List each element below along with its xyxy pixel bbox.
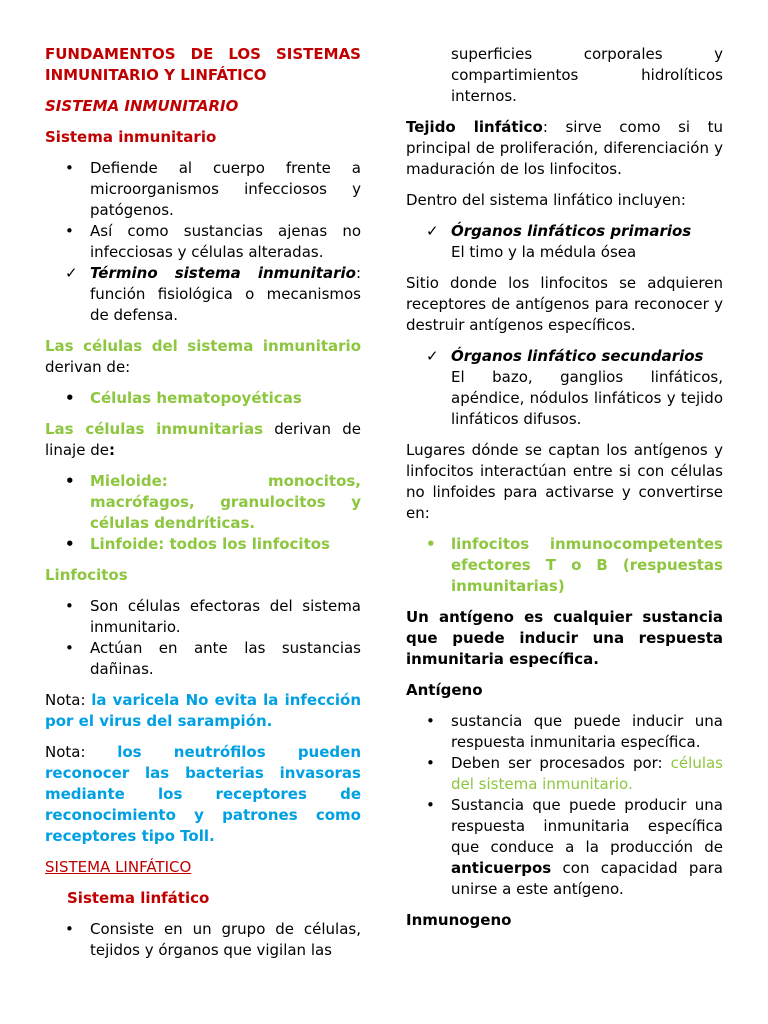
bullet-icon: •	[426, 754, 435, 772]
checkmark-icon: ✓	[426, 347, 439, 365]
subheading-inmunogeno: Inmunogeno	[406, 911, 512, 929]
paragraph-cells-origin: Las células del sistema inmunitario derivan de:	[45, 337, 361, 376]
subheading-antigeno: Antígeno	[406, 681, 483, 699]
section-heading-inmunitario: SISTEMA INMUNITARIO	[45, 97, 239, 115]
list-item: • Deben ser procesados por: células del sistema inmunitario.	[426, 754, 723, 793]
list-item: • Células hematopoyéticas	[65, 389, 302, 407]
checkmark-icon: ✓	[65, 264, 78, 282]
subheading-linfocitos: Linfocitos	[45, 566, 128, 584]
section-heading-linfatico: SISTEMA LINFÁTICO	[45, 858, 192, 876]
paragraph-tejido-linfatico: Tejido linfático: sirve como si tu principal de proliferación, diferenciación y maduración de los linfocitos.	[406, 118, 723, 178]
bullet-icon: •	[65, 472, 75, 490]
list-item: ✓ Órganos linfático secundarios El bazo, ganglios linfáticos, apéndice, nódulos linfáticos y tejido linfáticos difusos.	[426, 347, 723, 428]
bullet-list-linfocitos	[45, 596, 361, 680]
bullet-icon: •	[65, 920, 74, 938]
bullet-list-hematopoietic	[45, 388, 361, 409]
list-item: • linfocitos inmunocompetentes efectores T o B (respuestas inmunitarias)	[426, 535, 723, 595]
bullet-list-lineage	[45, 471, 361, 555]
list-item: ✓ Órganos linfáticos primarios El timo y la médula ósea	[426, 222, 692, 261]
check-list-secundarios	[406, 346, 723, 430]
check-list-primarios	[406, 221, 723, 263]
paragraph-lugares: Lugares dónde se captan los antígenos y linfocitos interactúan entre si con células no linfoides para activarse y convertirse en:	[406, 441, 723, 522]
bullet-icon: •	[426, 535, 436, 553]
list-item: • Defiende al cuerpo frente a microorganismos infecciosos y patógenos.	[65, 159, 361, 219]
list-item: • Actúan en ante las sustancias dañinas.	[65, 639, 361, 678]
list-item: • Linfoide: todos los linfocitos	[65, 535, 330, 553]
bullet-list-defense	[45, 158, 361, 326]
list-item: ✓ Término sistema inmunitario: función fisiológica o mecanismos de defensa.	[65, 264, 361, 324]
list-item: • Son células efectoras del sistema inmunitario.	[65, 597, 361, 636]
note-neutrofilos: Nota: los neutrófilos pueden reconocer las bacterias invasoras mediante los receptores de reconocimiento y patrones como receptores tipo Toll.	[45, 743, 361, 845]
list-item: • Sustancia que puede producir una respuesta inmunitaria específica que conduce a la producción de anticuerpos con capacidad para unirse a este antígeno.	[426, 796, 723, 898]
bullet-list-antigeno	[406, 711, 723, 900]
list-item: • Mieloide: monocitos, macrófagos, granulocitos y células dendríticas.	[65, 472, 361, 532]
right-column	[406, 44, 723, 931]
paragraph-immune-lineage: Las células inmunitarias derivan de linaje de:	[45, 420, 361, 459]
bullet-icon: •	[426, 796, 435, 814]
list-item: • Consiste en un grupo de células, tejidos y órganos que vigilan las	[65, 920, 361, 959]
bullet-icon: •	[65, 597, 74, 615]
bullet-icon: •	[65, 535, 75, 553]
subheading-sistema-linfatico: Sistema linfático	[67, 889, 210, 907]
bullet-list-linfatico	[45, 919, 361, 961]
bullet-icon: •	[65, 389, 75, 407]
document-title: FUNDAMENTOS DE LOS SISTEMAS INMUNITARIO Y LINFÁTICO	[45, 45, 361, 84]
bullet-icon: •	[65, 639, 74, 657]
bullet-icon: •	[65, 222, 74, 240]
antigeno-definition: Un antígeno es cualquier sustancia que puede inducir una respuesta inmunitaria específica.	[406, 608, 723, 668]
bullet-icon: •	[426, 712, 435, 730]
continued-bullet-text: superficies corporales y compartimientos hidrolíticos internos.	[451, 45, 723, 105]
bullet-icon: •	[65, 159, 74, 177]
subheading-sistema-inmunitario: Sistema inmunitario	[45, 128, 217, 146]
paragraph-sitio: Sitio donde los linfocitos se adquieren receptores de antígenos para reconocer y destruir antígenos específicos.	[406, 274, 723, 334]
bullet-list-efectores	[406, 534, 723, 597]
left-column	[45, 44, 361, 961]
paragraph-dentro: Dentro del sistema linfático incluyen:	[406, 191, 686, 209]
checkmark-icon: ✓	[426, 222, 439, 240]
list-item: • sustancia que puede inducir una respuesta inmunitaria específica.	[426, 712, 723, 751]
list-item: • Así como sustancias ajenas no infecciosas y células alteradas.	[65, 222, 361, 261]
note-varicela: Nota: la varicela No evita la infección por el virus del sarampión.	[45, 691, 361, 730]
